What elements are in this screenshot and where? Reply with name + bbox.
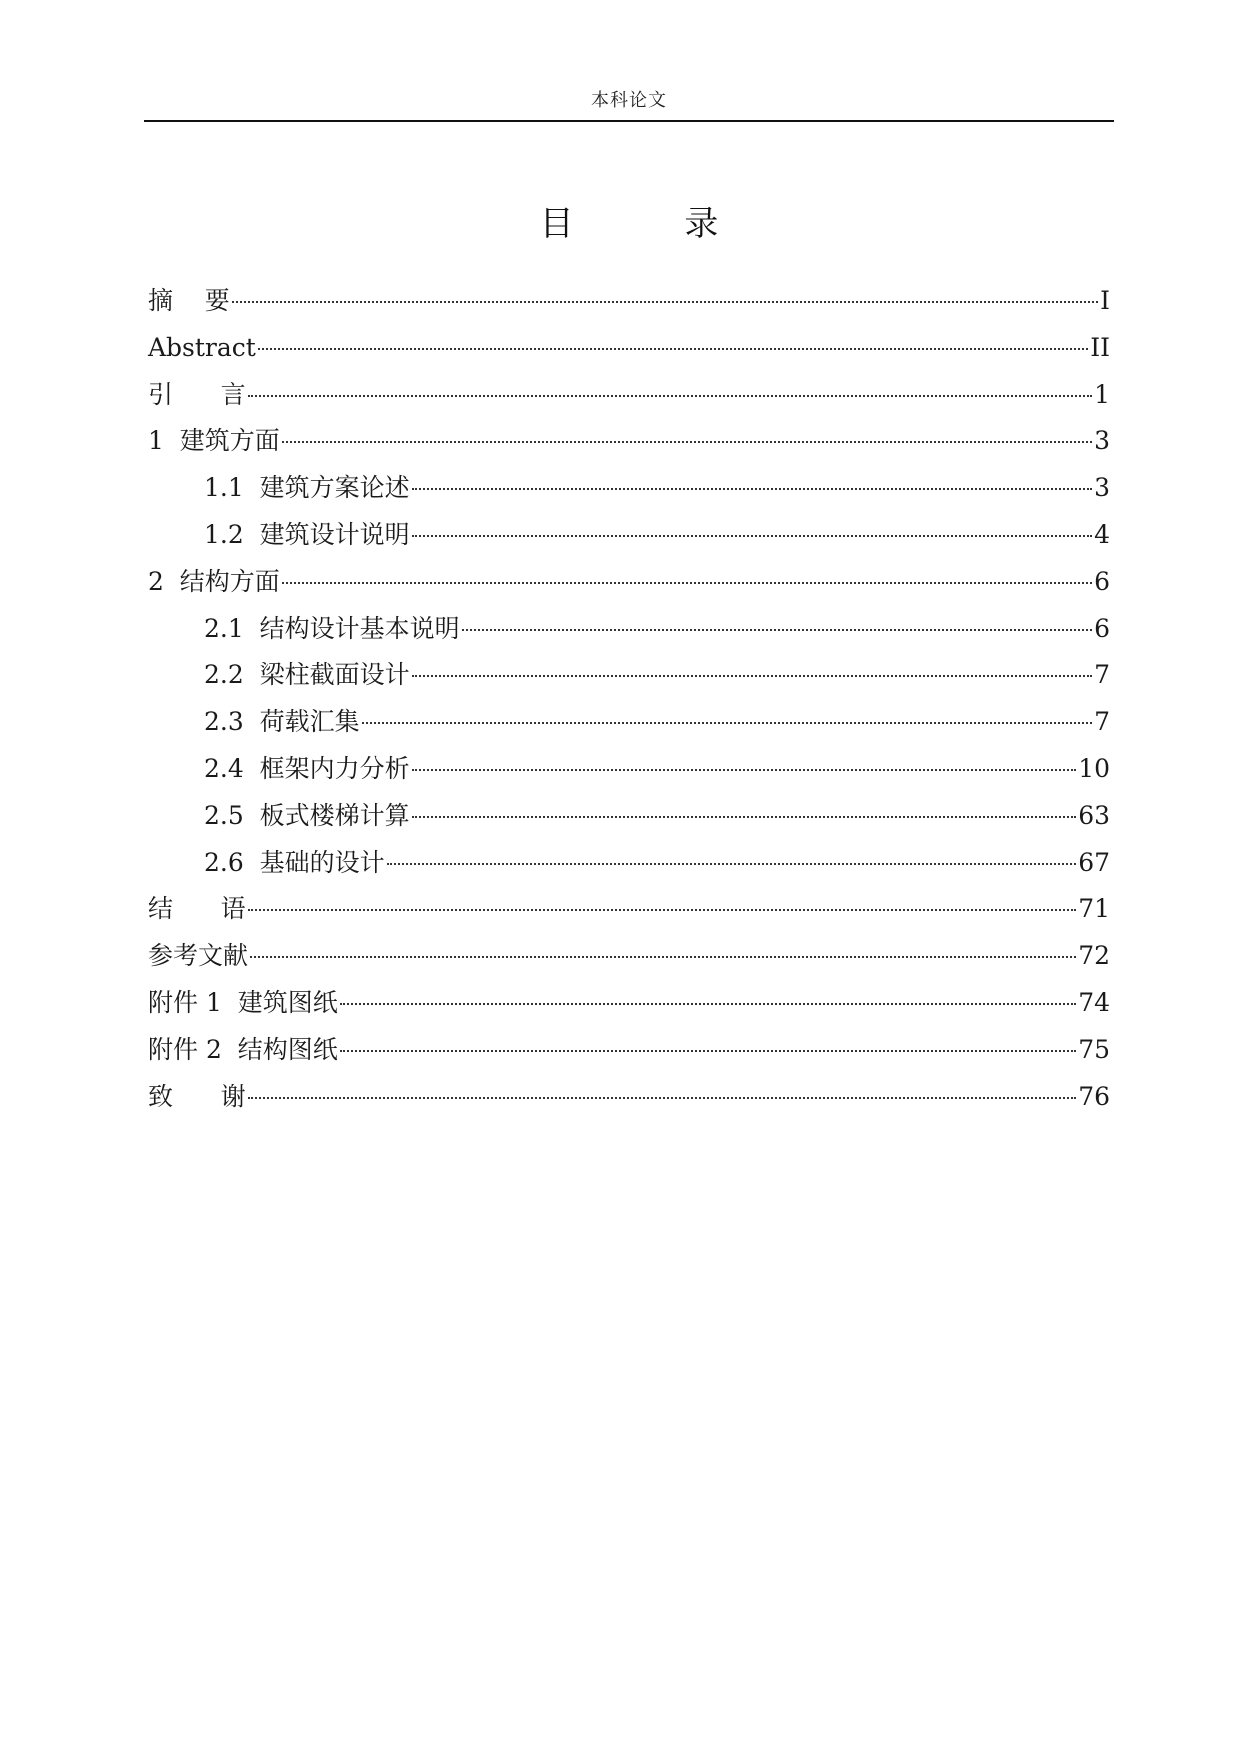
toc-entry-label: 2.5 板式楼梯计算: [204, 800, 410, 830]
toc-entry-page: 6: [1094, 613, 1110, 643]
toc-entry-label: 2.2 梁柱截面设计: [204, 660, 410, 690]
toc-entry-page: 72: [1078, 941, 1110, 971]
toc-leader-dots: [232, 301, 1098, 303]
toc-entry-page: 76: [1078, 1081, 1110, 1111]
toc-entry-label: 2.1 结构设计基本说明: [204, 613, 460, 643]
toc-entry-page: 3: [1094, 426, 1110, 456]
toc-entry-label: 1 建筑方面: [148, 426, 280, 456]
toc-entry-label: 2 结构方面: [148, 566, 280, 596]
toc-entry-label: 附件 1 建筑图纸: [148, 987, 338, 1017]
toc-entry-page: I: [1100, 286, 1110, 315]
toc-entry-page: 1: [1094, 379, 1110, 409]
toc-entry-label: 1.1 建筑方案论述: [204, 473, 410, 503]
toc-leader-dots: [462, 629, 1092, 631]
toc-leader-dots: [248, 1097, 1077, 1099]
toc-entry-label: 2.4 框架内力分析: [204, 753, 410, 783]
toc-entry-page: 7: [1094, 707, 1110, 737]
toc-entry-label: 附件 2 结构图纸: [148, 1034, 338, 1064]
toc-entry-section-2-2[interactable]: [148, 652, 1110, 699]
toc-entry-conclusion[interactable]: [148, 886, 1110, 933]
toc-entry-label: 2.3 荷载汇集: [204, 707, 360, 737]
toc-leader-dots: [282, 441, 1092, 443]
toc-entry-page: 63: [1078, 800, 1110, 830]
toc-leader-dots: [250, 956, 1076, 958]
toc-entry-appendix-2[interactable]: [148, 1027, 1110, 1074]
toc-entry-section-2-4[interactable]: [148, 746, 1110, 793]
toc-leader-dots: [412, 769, 1077, 771]
toc-leader-dots: [258, 348, 1088, 350]
toc-entry-abstract-cn[interactable]: [148, 278, 1110, 325]
toc-entry-section-2-1[interactable]: [148, 606, 1110, 653]
toc-entry-page: 6: [1094, 566, 1110, 596]
toc-leader-dots: [387, 863, 1077, 865]
toc-leader-dots: [362, 722, 1092, 724]
toc-leader-dots: [412, 488, 1092, 490]
toc-entry-chapter-1[interactable]: [148, 418, 1110, 465]
toc-entry-page: 71: [1078, 894, 1110, 924]
toc-entry-abstract-en[interactable]: [148, 325, 1110, 372]
header-rule: [144, 120, 1114, 122]
toc-entry-label: 1.2 建筑设计说明: [204, 519, 410, 549]
toc-entry-label: 致 谢: [148, 1081, 246, 1111]
toc-leader-dots: [412, 675, 1092, 677]
toc-entry-label: 结 语: [148, 894, 246, 924]
toc-entry-section-2-6[interactable]: [148, 840, 1110, 887]
toc-entry-references[interactable]: [148, 933, 1110, 980]
toc-leader-dots: [248, 395, 1092, 397]
toc-entry-acknowledgements[interactable]: [148, 1074, 1110, 1121]
toc-entry-section-1-1[interactable]: [148, 465, 1110, 512]
toc-entry-appendix-1[interactable]: [148, 980, 1110, 1027]
toc-entry-label: 参考文献: [148, 941, 249, 971]
toc-entry-label: Abstract: [148, 332, 256, 362]
toc-entry-chapter-2[interactable]: [148, 559, 1110, 606]
toc-leader-dots: [412, 816, 1077, 818]
toc-entry-page: 75: [1078, 1034, 1110, 1064]
table-of-contents: [148, 278, 1110, 1120]
toc-leader-dots: [248, 909, 1077, 911]
toc-entry-page: 74: [1078, 987, 1110, 1017]
toc-entry-page: 10: [1078, 753, 1110, 783]
toc-entry-introduction[interactable]: [148, 372, 1110, 419]
toc-entry-section-2-5[interactable]: [148, 793, 1110, 840]
toc-entry-section-2-3[interactable]: [148, 699, 1110, 746]
toc-title: 目 录: [539, 204, 769, 244]
toc-entry-page: 4: [1094, 519, 1110, 549]
toc-leader-dots: [340, 1050, 1076, 1052]
toc-entry-section-1-2[interactable]: [148, 512, 1110, 559]
toc-leader-dots: [412, 535, 1092, 537]
toc-entry-page: 3: [1094, 473, 1110, 503]
toc-entry-page: 67: [1078, 847, 1110, 877]
toc-leader-dots: [340, 1003, 1076, 1005]
toc-entry-label: 2.6 基础的设计: [204, 847, 385, 877]
toc-entry-page: II: [1090, 332, 1110, 362]
toc-entry-label: 引 言: [148, 379, 246, 409]
running-header: 本科论文: [591, 90, 667, 111]
toc-entry-page: 7: [1094, 660, 1110, 690]
toc-entry-label: 摘 要: [148, 286, 230, 315]
toc-leader-dots: [282, 582, 1092, 584]
